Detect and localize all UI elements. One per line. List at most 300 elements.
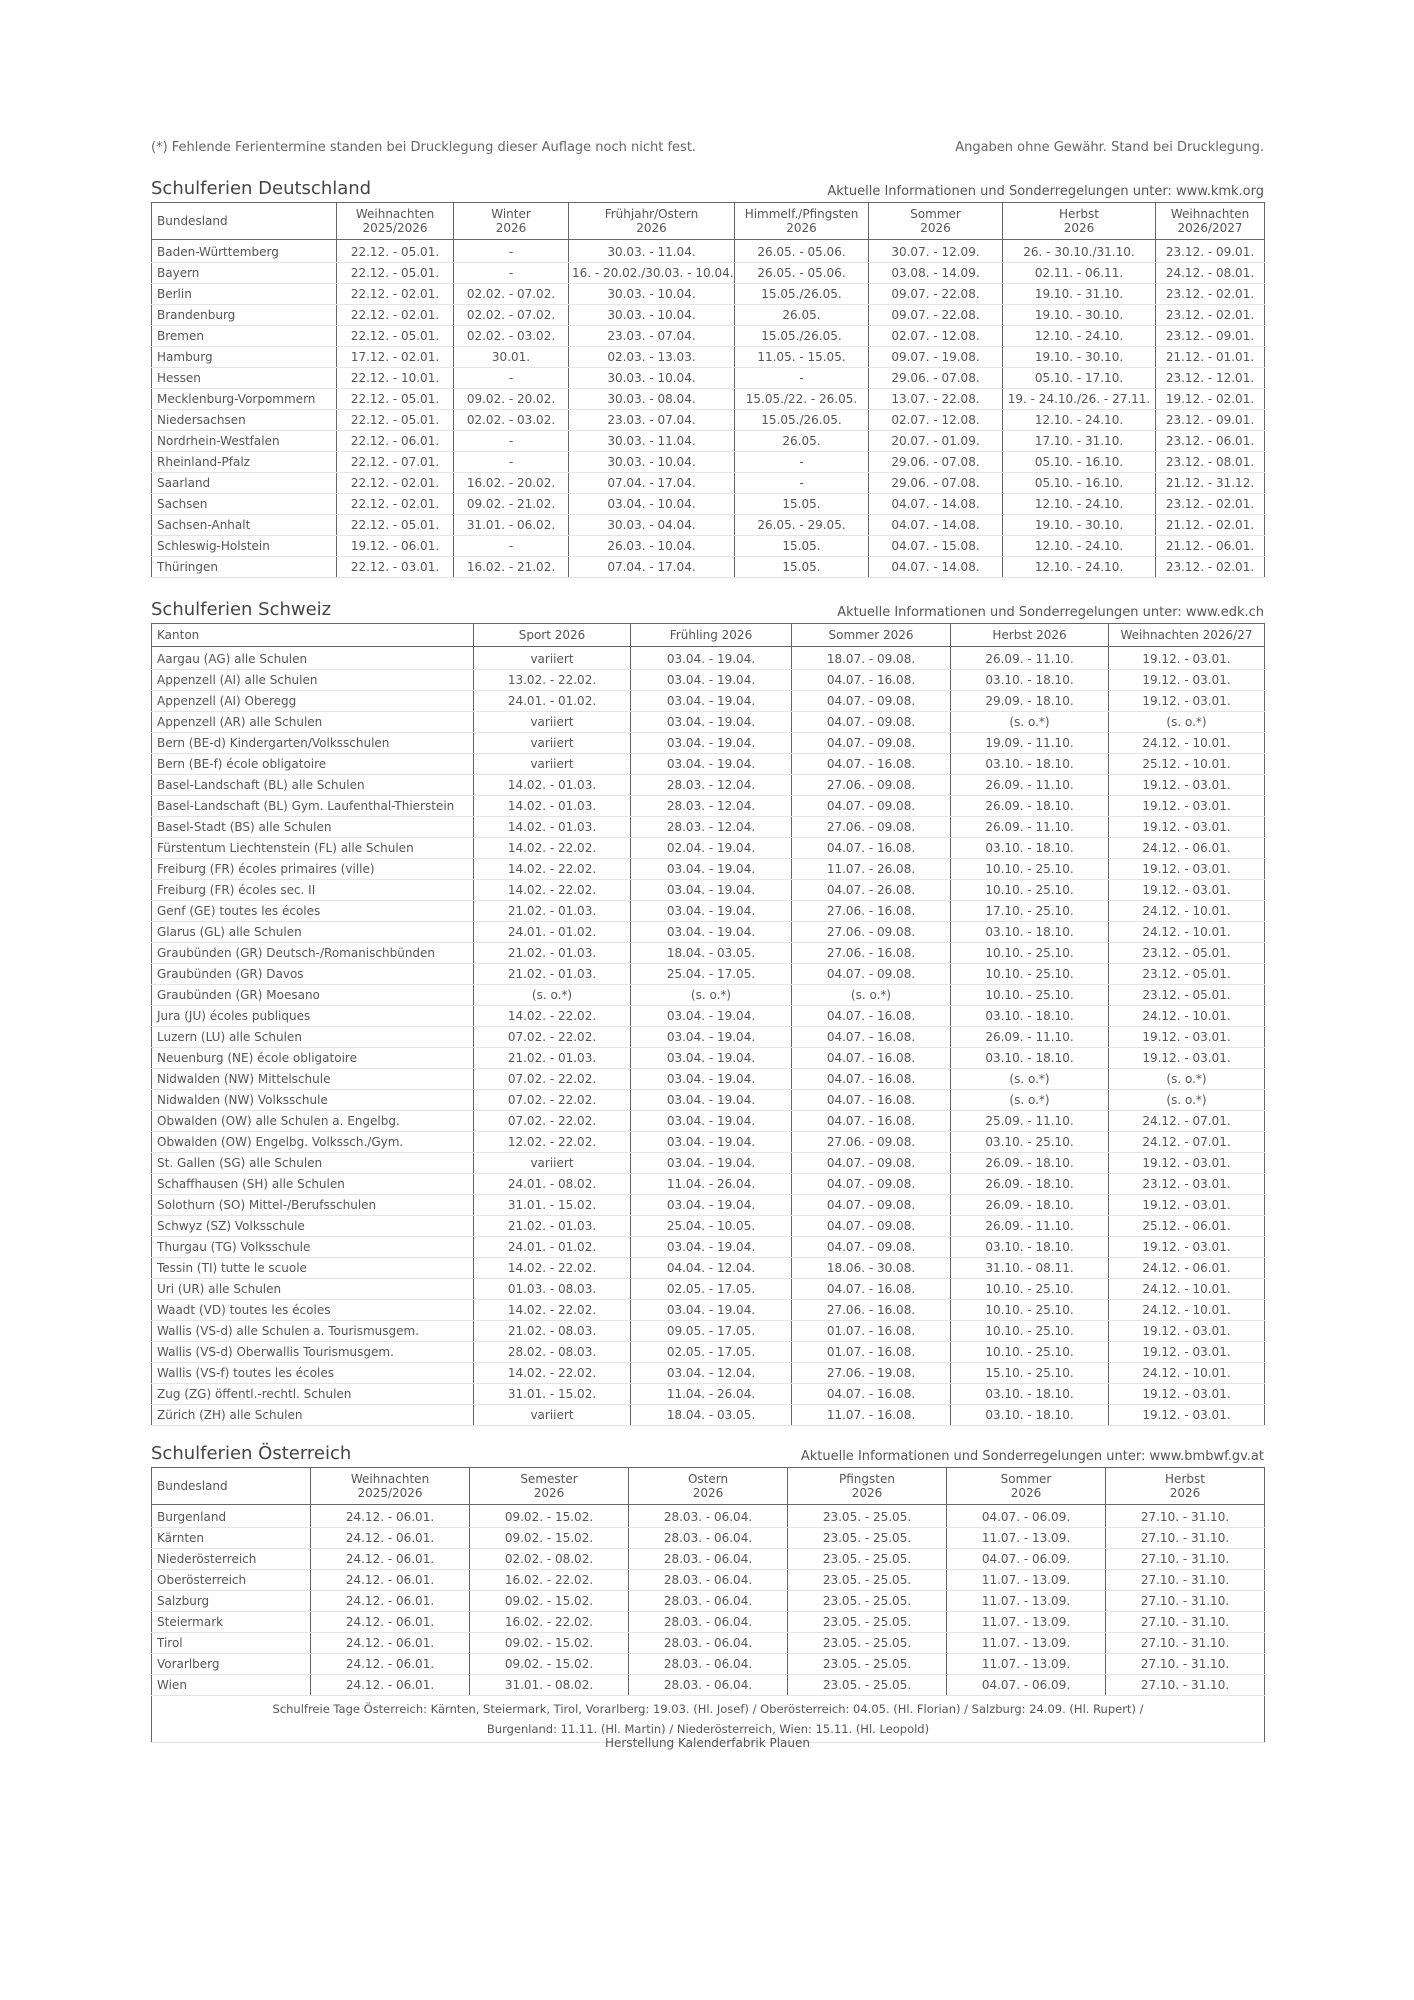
table-row	[152, 240, 1265, 263]
date-cell: 31.01. - 06.02.	[454, 515, 569, 536]
switzerland-title: Schulferien Schweiz	[151, 599, 332, 620]
region-cell: Uri (UR) alle Schulen	[152, 1279, 474, 1300]
column-header-label: Frühjahr/Ostern	[604, 207, 699, 221]
date-cell: 04.07. - 16.08.	[792, 1090, 951, 1111]
column-header-label: Weihnachten	[355, 207, 435, 221]
date-cell: 15.05./26.05.	[735, 284, 869, 305]
date-cell: 03.04. - 19.04.	[631, 733, 792, 754]
table-row	[152, 494, 1265, 515]
date-cell: 04.07. - 06.09.	[947, 1675, 1106, 1696]
column-header-year: 2026	[920, 221, 951, 235]
date-cell: 04.07. - 09.08.	[792, 1195, 951, 1216]
date-cell: 23.12. - 12.01.	[1156, 368, 1265, 389]
table-row	[152, 1654, 1265, 1675]
date-cell: 03.10. - 18.10.	[951, 754, 1109, 775]
column-header-label: Sommer	[910, 207, 961, 221]
date-cell: 04.07. - 06.09.	[947, 1549, 1106, 1570]
date-cell: 14.02. - 22.02.	[474, 1363, 631, 1384]
date-cell: -	[454, 452, 569, 473]
region-cell: Freiburg (FR) écoles primaires (ville)	[152, 859, 474, 880]
date-cell: 03.10. - 18.10.	[951, 670, 1109, 691]
column-header	[152, 1468, 311, 1505]
date-cell: 25.09. - 11.10.	[951, 1111, 1109, 1132]
date-cell: 26.09. - 11.10.	[951, 647, 1109, 670]
date-cell: 25.12. - 06.01.	[1109, 1216, 1265, 1237]
date-cell: 05.10. - 16.10.	[1003, 473, 1156, 494]
date-cell: 10.10. - 25.10.	[951, 1321, 1109, 1342]
date-cell: 22.12. - 02.01.	[337, 305, 454, 326]
table-row	[152, 670, 1265, 691]
date-cell: 03.04. - 19.04.	[631, 1195, 792, 1216]
date-cell: 23.12. - 03.01.	[1109, 1174, 1265, 1195]
table-row	[152, 1237, 1265, 1258]
column-header: Herbst 2026	[951, 624, 1109, 647]
table-row	[152, 943, 1265, 964]
date-cell: 19.12. - 03.01.	[1109, 796, 1265, 817]
date-cell: 30.03. - 10.04.	[569, 284, 735, 305]
germany-table-body	[152, 240, 1265, 578]
date-cell: 03.04. - 19.04.	[631, 670, 792, 691]
date-cell: 03.10. - 18.10.	[951, 922, 1109, 943]
date-cell: 03.04. - 19.04.	[631, 647, 792, 670]
date-cell: 24.01. - 01.02.	[474, 691, 631, 712]
austria-table	[151, 1467, 1265, 1743]
date-cell: 19.09. - 11.10.	[951, 733, 1109, 754]
date-cell: 24.12. - 06.01.	[311, 1570, 470, 1591]
date-cell: 30.01.	[454, 347, 569, 368]
date-cell: 14.02. - 22.02.	[474, 880, 631, 901]
switzerland-section	[151, 597, 1264, 1426]
region-cell: Jura (JU) écoles publiques	[152, 1006, 474, 1027]
date-cell: 15.05./26.05.	[735, 326, 869, 347]
date-cell: 26.09. - 18.10.	[951, 796, 1109, 817]
region-cell: Thurgau (TG) Volksschule	[152, 1237, 474, 1258]
date-cell: 11.07. - 13.09.	[947, 1591, 1106, 1612]
date-cell: 24.12. - 10.01.	[1109, 1006, 1265, 1027]
region-cell: Nidwalden (NW) Volksschule	[152, 1090, 474, 1111]
date-cell: 31.01. - 15.02.	[474, 1195, 631, 1216]
date-cell: 25.04. - 10.05.	[631, 1216, 792, 1237]
date-cell: 09.02. - 20.02.	[454, 389, 569, 410]
missing-dates-note: (*) Fehlende Ferientermine standen bei Drucklegung dieser Auflage noch nicht fest.	[151, 140, 697, 155]
date-cell: 16.02. - 22.02.	[470, 1570, 629, 1591]
table-row	[152, 964, 1265, 985]
date-cell: 03.10. - 18.10.	[951, 1384, 1109, 1405]
date-cell: 26.09. - 18.10.	[951, 1195, 1109, 1216]
date-cell: 26.09. - 11.10.	[951, 817, 1109, 838]
date-cell: 23.03. - 07.04.	[569, 326, 735, 347]
date-cell: 13.02. - 22.02.	[474, 670, 631, 691]
date-cell: 03.08. - 14.09.	[869, 263, 1003, 284]
column-header: Weihnachten 2026/27	[1109, 624, 1265, 647]
column-header-label: Herbst	[1165, 1472, 1205, 1486]
date-cell: 04.07. - 09.08.	[792, 796, 951, 817]
date-cell: 07.04. - 17.04.	[569, 557, 735, 578]
table-row	[152, 326, 1265, 347]
date-cell: 19.12. - 03.01.	[1109, 1027, 1265, 1048]
date-cell: 10.10. - 25.10.	[951, 1342, 1109, 1363]
date-cell: 24.12. - 10.01.	[1109, 1363, 1265, 1384]
region-cell: Appenzell (AI) alle Schulen	[152, 670, 474, 691]
column-header	[1003, 203, 1156, 240]
date-cell: 04.07. - 16.08.	[792, 1111, 951, 1132]
column-header-year: 2026	[636, 221, 667, 235]
column-header-year: 2026	[1063, 221, 1095, 235]
date-cell: 15.05.	[735, 494, 869, 515]
date-cell: 26.05. - 05.06.	[735, 240, 869, 263]
region-cell: St. Gallen (SG) alle Schulen	[152, 1153, 474, 1174]
column-header-year: 2026/2027	[1177, 221, 1243, 235]
switzerland-header	[151, 597, 1264, 623]
region-cell: Basel-Stadt (BS) alle Schulen	[152, 817, 474, 838]
date-cell: variiert	[474, 647, 631, 670]
region-cell: Solothurn (SO) Mittel-/Berufsschulen	[152, 1195, 474, 1216]
date-cell: 10.10. - 25.10.	[951, 964, 1109, 985]
date-cell: 11.04. - 26.04.	[631, 1384, 792, 1405]
date-cell: -	[454, 536, 569, 557]
column-header-year: 2026	[692, 1486, 724, 1500]
date-cell: 11.07. - 13.09.	[947, 1633, 1106, 1654]
date-cell: 21.02. - 01.03.	[474, 901, 631, 922]
date-cell: 10.10. - 25.10.	[951, 985, 1109, 1006]
table-row	[152, 452, 1265, 473]
date-cell: 12.10. - 24.10.	[1003, 410, 1156, 431]
date-cell: 25.12. - 10.01.	[1109, 754, 1265, 775]
table-row	[152, 1405, 1265, 1426]
date-cell: 04.07. - 09.08.	[792, 1216, 951, 1237]
date-cell: 24.12. - 06.01.	[311, 1675, 470, 1696]
date-cell: 19. - 24.10./26. - 27.11.	[1003, 389, 1156, 410]
table-row	[152, 922, 1265, 943]
footer-credit: Herstellung Kalenderfabrik Plauen	[604, 1736, 810, 1750]
region-cell: Bremen	[152, 326, 337, 347]
date-cell: 12.10. - 24.10.	[1003, 326, 1156, 347]
date-cell: 03.10. - 18.10.	[951, 1237, 1109, 1258]
date-cell: 14.02. - 22.02.	[474, 1258, 631, 1279]
germany-table-head	[152, 203, 1265, 240]
column-header-label: Sommer	[1000, 1472, 1052, 1486]
date-cell: 15.05./26.05.	[735, 410, 869, 431]
region-cell: Bern (BE-f) école obligatoire	[152, 754, 474, 775]
date-cell: 04.07. - 14.08.	[869, 557, 1003, 578]
date-cell: 22.12. - 05.01.	[337, 410, 454, 431]
region-cell: Nidwalden (NW) Mittelschule	[152, 1069, 474, 1090]
date-cell: 19.10. - 31.10.	[1003, 284, 1156, 305]
date-cell: 11.07. - 26.08.	[792, 859, 951, 880]
date-cell: variiert	[474, 712, 631, 733]
date-cell: 03.04. - 19.04.	[631, 712, 792, 733]
germany-header	[151, 176, 1264, 202]
column-header-label: Bundesland	[157, 214, 228, 228]
region-cell: Appenzell (AR) alle Schulen	[152, 712, 474, 733]
table-row	[152, 1195, 1265, 1216]
date-cell: 17.10. - 25.10.	[951, 901, 1109, 922]
date-cell: 21.02. - 01.03.	[474, 1048, 631, 1069]
date-cell: 02.05. - 17.05.	[631, 1279, 792, 1300]
date-cell: 22.12. - 07.01.	[337, 452, 454, 473]
date-cell: 09.02. - 15.02.	[470, 1505, 629, 1528]
austria-section	[151, 1441, 1264, 1743]
date-cell: 03.04. - 19.04.	[631, 859, 792, 880]
region-cell: Schaffhausen (SH) alle Schulen	[152, 1174, 474, 1195]
germany-section	[151, 176, 1264, 578]
date-cell: 23.12. - 02.01.	[1156, 494, 1265, 515]
date-cell: 04.07. - 16.08.	[792, 1048, 951, 1069]
date-cell: 03.04. - 19.04.	[631, 1090, 792, 1111]
date-cell: 12.10. - 24.10.	[1003, 536, 1156, 557]
date-cell: 19.12. - 03.01.	[1109, 670, 1265, 691]
date-cell: 31.10. - 08.11.	[951, 1258, 1109, 1279]
date-cell: 27.10. - 31.10.	[1106, 1633, 1265, 1654]
date-cell: 26.03. - 10.04.	[569, 536, 735, 557]
column-header-year: 2026	[851, 1486, 883, 1500]
column-header-year: 2026	[495, 221, 527, 235]
table-row	[152, 1027, 1265, 1048]
table-row	[152, 1321, 1265, 1342]
table-row	[152, 1132, 1265, 1153]
date-cell: 27.06. - 16.08.	[792, 1300, 951, 1321]
region-cell: Sachsen-Anhalt	[152, 515, 337, 536]
date-cell: 03.10. - 18.10.	[951, 838, 1109, 859]
date-cell: 24.12. - 06.01.	[311, 1549, 470, 1570]
column-header	[311, 1468, 470, 1505]
column-header-label: Bundesland	[157, 1479, 228, 1493]
table-row	[152, 880, 1265, 901]
table-row	[152, 1048, 1265, 1069]
region-cell: Waadt (VD) toutes les écoles	[152, 1300, 474, 1321]
table-row	[152, 1216, 1265, 1237]
table-row	[152, 1384, 1265, 1405]
table-row	[152, 1258, 1265, 1279]
region-cell: Zug (ZG) öffentl.-rechtl. Schulen	[152, 1384, 474, 1405]
date-cell: 04.07. - 16.08.	[792, 1069, 951, 1090]
date-cell: 23.05. - 25.05.	[788, 1612, 947, 1633]
date-cell: 24.12. - 06.01.	[311, 1591, 470, 1612]
table-row	[152, 1675, 1265, 1696]
date-cell: 24.12. - 06.01.	[311, 1633, 470, 1654]
region-cell: Hessen	[152, 368, 337, 389]
date-cell: 24.01. - 01.02.	[474, 922, 631, 943]
column-header: Sommer 2026	[792, 624, 951, 647]
date-cell: 30.03. - 10.04.	[569, 305, 735, 326]
table-row	[152, 1069, 1265, 1090]
date-cell: 14.02. - 01.03.	[474, 796, 631, 817]
date-cell: 29.09. - 18.10.	[951, 691, 1109, 712]
date-cell: 02.11. - 06.11.	[1003, 263, 1156, 284]
date-cell: 09.02. - 15.02.	[470, 1528, 629, 1549]
region-cell: Bayern	[152, 263, 337, 284]
date-cell: 27.10. - 31.10.	[1106, 1570, 1265, 1591]
date-cell: 15.10. - 25.10.	[951, 1363, 1109, 1384]
date-cell: -	[454, 431, 569, 452]
switzerland-table	[151, 623, 1265, 1426]
date-cell: 22.12. - 05.01.	[337, 263, 454, 284]
date-cell: 04.07. - 09.08.	[792, 691, 951, 712]
austria-table-head	[152, 1468, 1265, 1505]
date-cell: 04.07. - 09.08.	[792, 733, 951, 754]
date-cell: 23.12. - 06.01.	[1156, 431, 1265, 452]
date-cell: 26.09. - 11.10.	[951, 1027, 1109, 1048]
region-cell: Tirol	[152, 1633, 311, 1654]
column-header: Kanton	[152, 624, 474, 647]
date-cell: 11.07. - 13.09.	[947, 1570, 1106, 1591]
date-cell: -	[454, 368, 569, 389]
date-cell: 23.05. - 25.05.	[788, 1633, 947, 1654]
date-cell: 04.07. - 26.08.	[792, 880, 951, 901]
date-cell: 26.05.	[735, 431, 869, 452]
date-cell: 27.10. - 31.10.	[1106, 1654, 1265, 1675]
date-cell: 21.12. - 31.12.	[1156, 473, 1265, 494]
date-cell: (s. o.*)	[474, 985, 631, 1006]
date-cell: 22.12. - 06.01.	[337, 431, 454, 452]
date-cell: 19.10. - 30.10.	[1003, 347, 1156, 368]
table-row	[152, 1633, 1265, 1654]
region-cell: Zürich (ZH) alle Schulen	[152, 1405, 474, 1426]
date-cell: 24.01. - 08.02.	[474, 1174, 631, 1195]
date-cell: 19.12. - 03.01.	[1109, 1048, 1265, 1069]
date-cell: 22.12. - 02.01.	[337, 473, 454, 494]
date-cell: 23.05. - 25.05.	[788, 1505, 947, 1528]
date-cell: 21.02. - 01.03.	[474, 943, 631, 964]
date-cell: 24.12. - 06.01.	[1109, 1258, 1265, 1279]
date-cell: 31.01. - 15.02.	[474, 1384, 631, 1405]
date-cell: 28.03. - 06.04.	[629, 1528, 788, 1549]
germany-table	[151, 202, 1265, 578]
date-cell: 10.10. - 25.10.	[951, 880, 1109, 901]
date-cell: 19.12. - 03.01.	[1109, 775, 1265, 796]
date-cell: -	[454, 263, 569, 284]
date-cell: 26. - 30.10./31.10.	[1003, 240, 1156, 263]
date-cell: 26.09. - 18.10.	[951, 1153, 1109, 1174]
date-cell: 23.12. - 09.01.	[1156, 326, 1265, 347]
date-cell: 03.04. - 19.04.	[631, 1069, 792, 1090]
date-cell: 02.07. - 12.08.	[869, 326, 1003, 347]
date-cell: 28.03. - 06.04.	[629, 1633, 788, 1654]
date-cell: 26.09. - 11.10.	[951, 775, 1109, 796]
date-cell: 14.02. - 01.03.	[474, 817, 631, 838]
table-row	[152, 1505, 1265, 1528]
date-cell: 24.12. - 06.01.	[311, 1612, 470, 1633]
date-cell: 23.05. - 25.05.	[788, 1528, 947, 1549]
date-cell: 09.02. - 15.02.	[470, 1591, 629, 1612]
date-cell: (s. o.*)	[951, 1069, 1109, 1090]
date-cell: variiert	[474, 1153, 631, 1174]
date-cell: 07.02. - 22.02.	[474, 1027, 631, 1048]
date-cell: 26.05.	[735, 305, 869, 326]
date-cell: 19.12. - 03.01.	[1109, 859, 1265, 880]
date-cell: 24.01. - 01.02.	[474, 1237, 631, 1258]
table-row	[152, 263, 1265, 284]
date-cell: 19.12. - 03.01.	[1109, 1405, 1265, 1426]
date-cell: 28.03. - 06.04.	[629, 1612, 788, 1633]
date-cell: 23.12. - 05.01.	[1109, 943, 1265, 964]
date-cell: 01.07. - 16.08.	[792, 1342, 951, 1363]
date-cell: 24.12. - 07.01.	[1109, 1132, 1265, 1153]
date-cell: 16.02. - 22.02.	[470, 1612, 629, 1633]
column-header	[454, 203, 569, 240]
column-header	[788, 1468, 947, 1505]
date-cell: 02.04. - 19.04.	[631, 838, 792, 859]
date-cell: 02.05. - 17.05.	[631, 1342, 792, 1363]
table-row	[152, 1153, 1265, 1174]
date-cell: 26.05. - 05.06.	[735, 263, 869, 284]
date-cell: 04.07. - 16.08.	[792, 1384, 951, 1405]
date-cell: 12.10. - 24.10.	[1003, 557, 1156, 578]
region-cell: Sachsen	[152, 494, 337, 515]
date-cell: 14.02. - 01.03.	[474, 775, 631, 796]
table-row	[152, 754, 1265, 775]
date-cell: 04.07. - 15.08.	[869, 536, 1003, 557]
date-cell: 10.10. - 25.10.	[951, 859, 1109, 880]
date-cell: 23.05. - 25.05.	[788, 1591, 947, 1612]
date-cell: 03.10. - 18.10.	[951, 1006, 1109, 1027]
date-cell: 23.12. - 08.01.	[1156, 452, 1265, 473]
date-cell: 30.03. - 10.04.	[569, 368, 735, 389]
date-cell: 24.12. - 10.01.	[1109, 901, 1265, 922]
date-cell: 04.04. - 12.04.	[631, 1258, 792, 1279]
date-cell: 28.03. - 12.04.	[631, 817, 792, 838]
austria-footnote-line-1: Schulfreie Tage Österreich: Kärnten, Steiermark, Tirol, Vorarlberg: 19.03. (Hl. Josef) / Oberösterreich: 04.05. (Hl. Florian) / Salzburg: 24.09. (Hl. Rupert) /	[272, 1702, 1144, 1716]
date-cell: 27.06. - 09.08.	[792, 775, 951, 796]
date-cell: 19.10. - 30.10.	[1003, 305, 1156, 326]
table-row	[152, 647, 1265, 670]
table-row	[152, 838, 1265, 859]
region-cell: Aargau (AG) alle Schulen	[152, 647, 474, 670]
date-cell: 03.04. - 10.04.	[569, 494, 735, 515]
date-cell: 05.10. - 17.10.	[1003, 368, 1156, 389]
region-cell: Niederösterreich	[152, 1549, 311, 1570]
date-cell: -	[735, 452, 869, 473]
date-cell: 09.02. - 15.02.	[470, 1654, 629, 1675]
date-cell: (s. o.*)	[1109, 1069, 1265, 1090]
date-cell: 02.02. - 07.02.	[454, 305, 569, 326]
table-row	[152, 1300, 1265, 1321]
region-cell: Graubünden (GR) Moesano	[152, 985, 474, 1006]
date-cell: 22.12. - 05.01.	[337, 515, 454, 536]
date-cell: 24.12. - 08.01.	[1156, 263, 1265, 284]
date-cell: 26.09. - 11.10.	[951, 1216, 1109, 1237]
date-cell: 18.04. - 03.05.	[631, 1405, 792, 1426]
date-cell: 02.02. - 07.02.	[454, 284, 569, 305]
date-cell: 05.10. - 16.10.	[1003, 452, 1156, 473]
table-row	[152, 1006, 1265, 1027]
date-cell: 03.04. - 19.04.	[631, 691, 792, 712]
region-cell: Wallis (VS-d) alle Schulen a. Tourismusgem.	[152, 1321, 474, 1342]
switzerland-info: Aktuelle Informationen und Sonderregelungen unter: www.edk.ch	[837, 605, 1264, 620]
table-row	[152, 1279, 1265, 1300]
region-cell: Wallis (VS-f) toutes les écoles	[152, 1363, 474, 1384]
date-cell: 03.10. - 18.10.	[951, 1405, 1109, 1426]
table-row	[152, 515, 1265, 536]
column-header	[569, 203, 735, 240]
date-cell: 09.07. - 22.08.	[869, 305, 1003, 326]
column-header-label: Pfingsten	[839, 1472, 895, 1486]
region-cell: Thüringen	[152, 557, 337, 578]
date-cell: 24.12. - 10.01.	[1109, 1300, 1265, 1321]
column-header	[1106, 1468, 1265, 1505]
column-header-year: 2026	[533, 1486, 565, 1500]
date-cell: 27.10. - 31.10.	[1106, 1612, 1265, 1633]
column-header-label: Weihnachten	[350, 1472, 430, 1486]
date-cell: 19.12. - 03.01.	[1109, 1321, 1265, 1342]
date-cell: 16.02. - 20.02.	[454, 473, 569, 494]
column-header-label: Weihnachten	[1170, 207, 1250, 221]
date-cell: 19.12. - 03.01.	[1109, 1195, 1265, 1216]
date-cell: 18.04. - 03.05.	[631, 943, 792, 964]
date-cell: 27.06. - 16.08.	[792, 943, 951, 964]
date-cell: 03.04. - 19.04.	[631, 901, 792, 922]
table-row	[152, 985, 1265, 1006]
